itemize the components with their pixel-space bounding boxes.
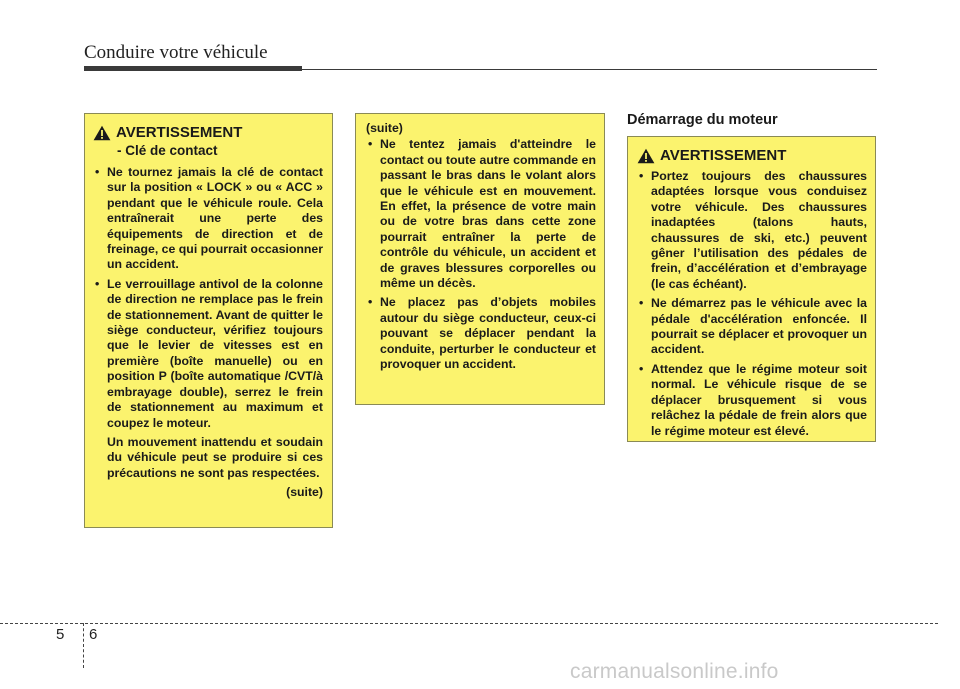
list-item: • Ne placez pas d’objets mobiles autour du siège conducteur, ceux-ci pouvant se déplacer pendant la conduite, perturber le conducteur et provoquer un accident.	[366, 295, 596, 372]
warning-box-continued	[355, 113, 605, 405]
warning-header	[637, 147, 867, 165]
warning-box-engine-start	[627, 136, 876, 442]
section-heading: Démarrage du moteur	[627, 112, 778, 128]
continuation-paragraph: Un mouvement inattendu et soudain du véhicule peut se produire si ces précautions ne sont pas respectées.	[107, 434, 323, 480]
warning-box-ignition-key	[84, 113, 333, 528]
warning-header	[93, 124, 323, 142]
list-item: • Portez toujours des chaussures adaptées lorsque vous conduisez votre véhicule. Des chaussures inadaptées (talons hauts, chaussures de ski, etc.) peuvent gêner l’utilisation des pédales de frein, d’accélération et d’embrayage (le cas échéant).	[637, 169, 867, 292]
header-rule-thick	[84, 66, 302, 71]
list-item: • Ne démarrez pas le véhicule avec la pédale d'accélération enfoncée. Il pourrait se déplacer et provoquer un accident.	[637, 296, 867, 358]
warning-list	[93, 165, 323, 431]
header-title: Conduire votre véhicule	[84, 42, 268, 63]
warning-triangle-icon	[637, 148, 655, 164]
footer-dashed-divider	[83, 623, 84, 668]
watermark-text: carmanualsonline.info	[570, 660, 779, 683]
header-rule-thin	[302, 69, 877, 70]
suite-label: (suite)	[286, 485, 323, 500]
suite-label: (suite)	[366, 121, 403, 135]
warning-title: AVERTISSEMENT	[116, 124, 243, 141]
warning-list	[366, 137, 596, 372]
warning-list	[637, 169, 867, 439]
list-item: • Le verrouillage antivol de la colonne de direction ne remplace pas le frein de stationnement. Avant de quitter le siège conducteur, vérifiez toujours que le levier de vitesses est en première (boîte manuelle) ou en position P (boîte automatique /CVT/à embrayage double), serrez le frein de stationnement au maximum et coupez le moteur.	[93, 277, 323, 431]
page-number: 6	[89, 626, 98, 643]
warning-triangle-icon	[93, 125, 111, 141]
footer-dashed-rule	[0, 623, 938, 624]
list-item: • Attendez que le régime moteur soit normal. Le véhicule risque de se déplacer brusquement si vous relâchez la pédale de frein alors que le régime moteur est élevé.	[637, 362, 867, 439]
list-item: • Ne tentez jamais d'atteindre le contact ou toute autre commande en passant le bras dans le volant alors que le véhicule est en mouvement. En effet, la présence de votre main ou de votre bras dans cette zone pourrait entraîner la perte de contrôle du véhicule, un accident et de graves blessures corporelles ou même un décès.	[366, 137, 596, 291]
warning-title: AVERTISSEMENT	[660, 147, 787, 164]
chapter-number: 5	[56, 626, 65, 643]
warning-subtitle: - Clé de contact	[117, 143, 218, 158]
list-item: • Ne tournez jamais la clé de contact sur la position « LOCK » ou « ACC » pendant que le véhicule roule. Cela entraînerait une perte des équipements de direction et de freinage, ce qui pourrait occasionner un accident.	[93, 165, 323, 273]
